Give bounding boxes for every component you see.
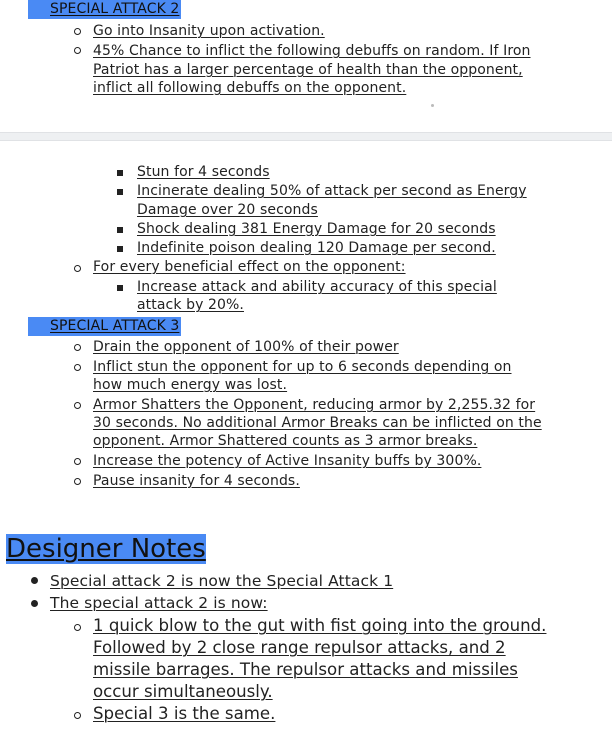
list-item[interactable]: Special attack 2 is now the Special Attack 1 <box>50 572 394 590</box>
list-item-continuation[interactable]: Damage over 20 seconds <box>137 202 318 218</box>
list-item-continuation[interactable]: occur simultaneously. <box>93 682 273 701</box>
list-item[interactable]: Increase the potency of Active Insanity buffs by 300%. <box>93 453 482 469</box>
list-item[interactable]: Pause insanity for 4 seconds. <box>93 473 300 489</box>
circle-bullet-icon <box>74 344 81 351</box>
list-item-continuation[interactable]: how much energy was lost. <box>93 377 288 393</box>
list-item[interactable]: 45% Chance to inflict the following debuffs on random. If Iron <box>93 43 531 59</box>
list-item[interactable]: Drain the opponent of 100% of their power <box>93 339 399 355</box>
list-item-continuation[interactable]: opponent. Armor Shattered counts as 3 armor breaks. <box>93 433 478 449</box>
circle-bullet-icon <box>74 458 81 465</box>
list-item-continuation[interactable]: attack by 20%. <box>137 297 244 313</box>
square-bullet-icon <box>117 246 123 252</box>
list-item[interactable]: For every beneficial effect on the opponent: <box>93 259 406 275</box>
circle-bullet-icon <box>74 265 81 272</box>
circle-bullet-icon <box>74 624 81 631</box>
circle-bullet-icon <box>74 712 81 719</box>
list-item[interactable]: Inflict stun the opponent for up to 6 seconds depending on <box>93 359 512 375</box>
list-item-continuation[interactable]: 30 seconds. No additional Armor Breaks can be inflicted on the <box>93 415 542 431</box>
list-item[interactable]: The special attack 2 is now: <box>50 594 268 612</box>
cursor-dot <box>431 104 434 107</box>
list-item[interactable]: Increase attack and ability accuracy of this special <box>137 279 497 295</box>
list-item-continuation[interactable]: Followed by 2 close range repulsor attacks, and 2 <box>93 638 506 657</box>
circle-bullet-icon <box>74 478 81 485</box>
list-item-continuation[interactable]: inflict all following debuffs on the opponent. <box>93 80 407 96</box>
list-item[interactable]: Special 3 is the same. <box>93 704 276 723</box>
circle-bullet-icon <box>74 364 81 371</box>
list-item-continuation[interactable]: missile barrages. The repulsor attacks and missiles <box>93 660 518 679</box>
designer-notes-heading[interactable]: Designer Notes <box>6 534 206 564</box>
list-item[interactable]: 1 quick blow to the gut with fist going into the ground. <box>93 616 547 635</box>
square-bullet-icon <box>117 170 123 176</box>
page-break <box>0 132 612 141</box>
special-attack-3-heading[interactable]: SPECIAL ATTACK 3 <box>28 317 181 336</box>
circle-bullet-icon <box>74 47 81 54</box>
circle-bullet-icon <box>74 28 81 35</box>
list-item[interactable]: Shock dealing 381 Energy Damage for 20 seconds <box>137 221 496 237</box>
list-item[interactable]: Armor Shatters the Opponent, reducing armor by 2,255.32 for <box>93 397 536 413</box>
bullet-icon <box>31 600 38 607</box>
list-item[interactable]: Go into Insanity upon activation. <box>93 23 325 39</box>
list-item[interactable]: Incinerate dealing 50% of attack per second as Energy <box>137 183 527 199</box>
special-attack-2-heading[interactable]: SPECIAL ATTACK 2 <box>28 0 181 19</box>
square-bullet-icon <box>117 227 123 233</box>
bullet-icon <box>31 577 38 584</box>
list-item-continuation[interactable]: Patriot has a larger percentage of health than the opponent, <box>93 62 523 78</box>
list-item[interactable]: Indefinite poison dealing 120 Damage per second. <box>137 240 496 256</box>
circle-bullet-icon <box>74 402 81 409</box>
square-bullet-icon <box>117 189 123 195</box>
square-bullet-icon <box>117 285 123 291</box>
document-page-1 <box>0 0 612 132</box>
list-item[interactable]: Stun for 4 seconds <box>137 164 270 180</box>
document-page-2 <box>0 141 612 739</box>
